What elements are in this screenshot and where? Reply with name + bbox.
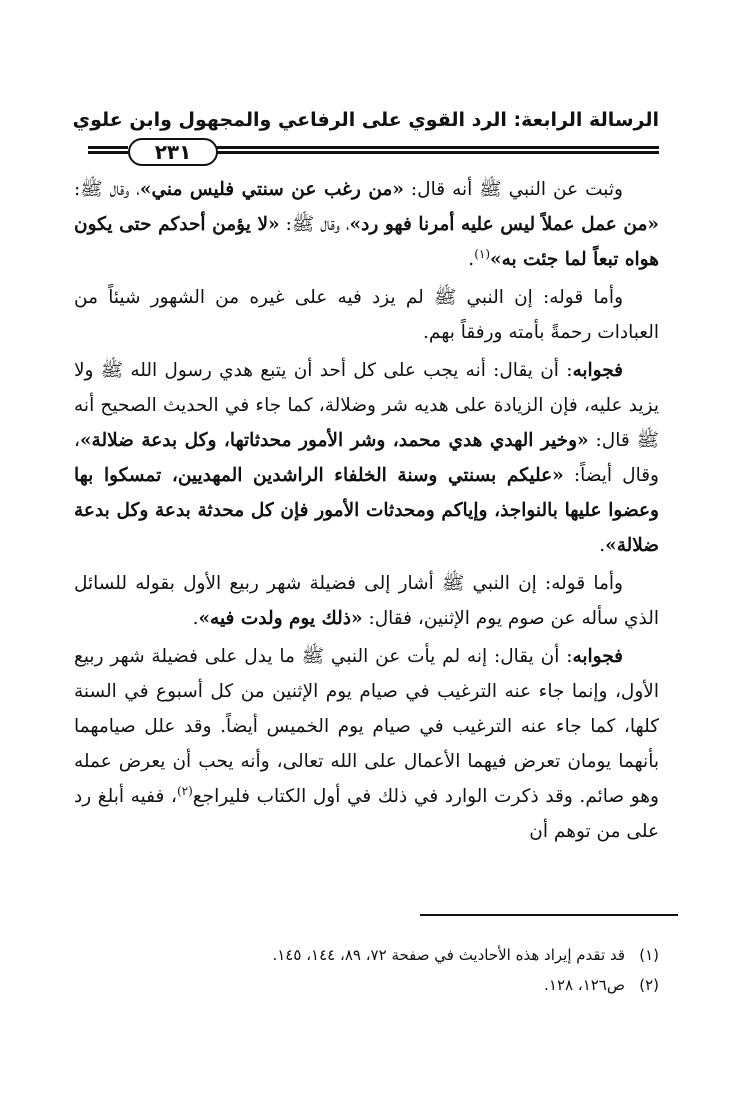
rule-line xyxy=(216,146,659,149)
text-run: : أن يقال: إنه لم يأت عن النبي ﷺ ما يدل على فضيلة شهر ربيع الأول، وإنما جاء عنه الترغيب في صيام يوم الإثنين من كل أسبوع في السنة كلها، كما جاء عنه الترغيب في صيام يوم الخميس أيضاً. وقد علل صيامهما بأنهما يومان تعرض فيهما الأعمال على الله تعالى، وأنه يحب أن يعرض عمله وهو صائم. وقد ذكرت الوارد في ذلك في أول الكتاب فليراجع xyxy=(74,646,659,807)
paragraph-3 xyxy=(74,353,659,563)
hadith-quote: «ذلك يوم ولدت فيه» xyxy=(198,608,363,629)
text-run: . xyxy=(468,249,475,270)
footnote-number: (١) xyxy=(639,946,659,964)
hadith-quote: «من عمل عملاً ليس عليه أمرنا فهو رد» xyxy=(349,214,659,235)
footnote-number: (٢) xyxy=(639,976,659,994)
paragraph-5 xyxy=(74,639,659,849)
paragraph-2 xyxy=(74,280,659,350)
footnote-1 xyxy=(150,940,659,970)
header-rule xyxy=(88,140,659,164)
footnote-text: قد تقدم إيراد هذه الأحاديث في صفحة ٧٢، ٨٩، ١٤٤، ١٤٥. xyxy=(272,946,625,964)
text-run: وثبت عن النبي ﷺ أنه قال: xyxy=(403,179,623,200)
text-run: وأما قوله: إن النبي ﷺ أشار إلى فضيلة شهر ربيع الأول بقوله للسائل الذي سأله عن صوم يوم الإثنين، فقال: xyxy=(74,573,659,629)
text-run: . xyxy=(192,608,199,629)
hadith-quote: «عليكم بسنتي وسنة الخلفاء الراشدين المهديين، تمسكوا بها وعضوا عليها بالنواجذ، وإياكم ومحدثات الأمور فإن كل محدثة بدعة وكل بدعة ضلالة» xyxy=(74,465,659,556)
footnote-text: ص١٢٦، ١٢٨. xyxy=(544,976,625,994)
page-number: ٢٣١ xyxy=(128,138,218,166)
footnotes xyxy=(150,940,659,1000)
text-run: ، ففيه أبلغ رد على من توهم أن xyxy=(74,786,659,842)
running-header xyxy=(72,100,659,140)
paragraph-4 xyxy=(74,566,659,636)
paragraph-1 xyxy=(74,172,659,277)
text-run: ، وقال ﷺ: xyxy=(279,214,350,235)
answer-label: فجوابه xyxy=(572,360,623,381)
hadith-quote: «وخير الهدي هدي محمد، وشر الأمور محدثاتها، وكل بدعة ضلالة» xyxy=(79,430,589,451)
text-run: وأما قوله: إن النبي ﷺ لم يزد فيه على غيره من الشهور شيئاً من العبادات رحمةً بأمته ورفقاً بهم. xyxy=(74,287,659,343)
main-text xyxy=(74,172,659,852)
header-title: الرسالة الرابعة: الرد القوي على الرفاعي والمجهول وابن علوي xyxy=(72,109,659,131)
text-run: ، وقال أيضاً: xyxy=(74,430,659,486)
rule-line xyxy=(216,151,659,154)
footnote-2 xyxy=(150,970,659,1000)
text-run: ، وقال ﷺ: xyxy=(74,179,140,200)
answer-label: فجوابه xyxy=(572,646,623,667)
text-run: : أن يقال: أنه يجب على كل أحد أن يتبع هدي رسول الله ﷺ ولا يزيد عليه، فإن الزيادة على هديه شر وضلالة، كما جاء في الحديث الصحيح أنه ﷺ قال: xyxy=(74,360,659,451)
hadith-quote: «لا يؤمن أحدكم حتى يكون هواه تبعاً لما جئت به» xyxy=(74,214,659,270)
text-run: . xyxy=(599,535,606,556)
footnote-reference[interactable]: (٢) xyxy=(176,783,193,798)
footnote-reference[interactable]: (١) xyxy=(474,246,491,261)
rule-line xyxy=(88,151,128,154)
rule-line xyxy=(88,146,128,149)
hadith-quote: «من رغب عن سنتي فليس مني» xyxy=(139,179,404,200)
footnote-divider xyxy=(420,914,678,916)
